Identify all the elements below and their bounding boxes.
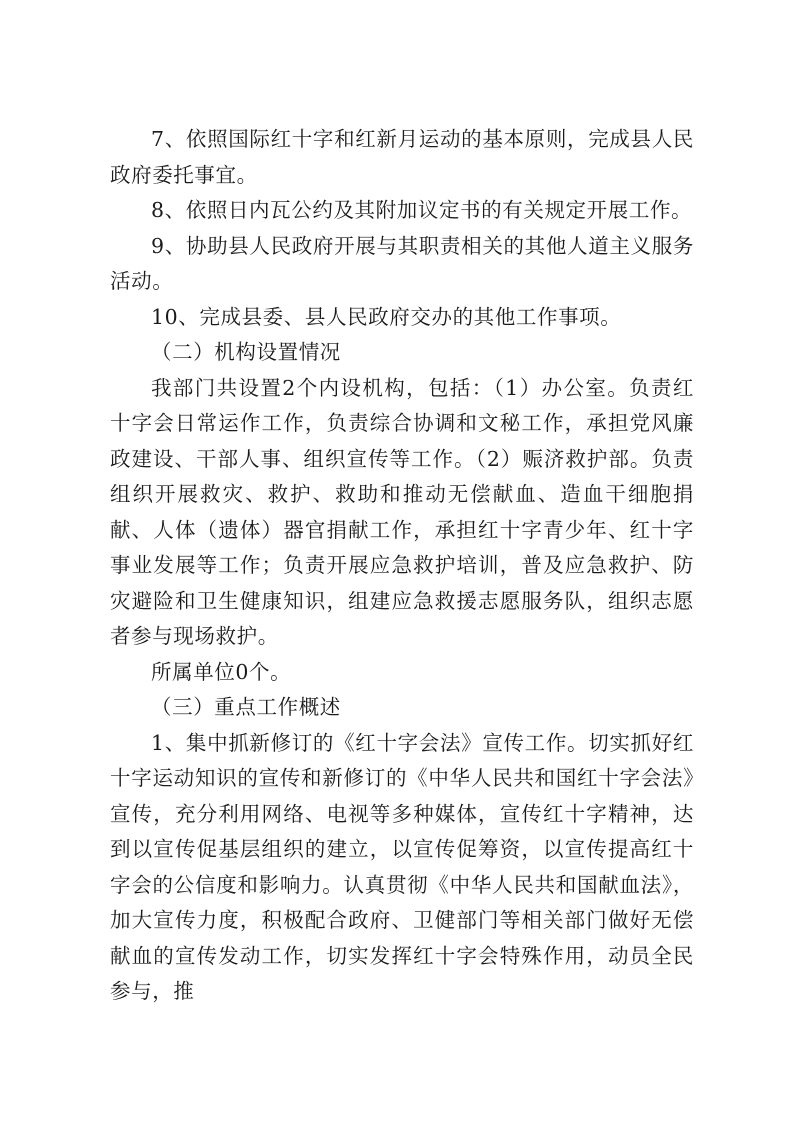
- paragraph-item-7: 7、依照国际红十字和红新月运动的基本原则，完成县人民政府委托事宜。: [110, 127, 694, 187]
- paragraph-internal-departments: 我部门共设置2个内设机构，包括：（1）办公室。负责红十字会日常运作工作，负责综合协调和文秘工作，承担党风廉政建设、干部人事、组织宣传等工作。（2）赈济救护部。负责组织开展救灾、救护、救助和推动无偿献血、造血干细胞捐献、人体（遗体）器官捐献工作，承担红十字青少年、红十字事业发展等工作；负责开展应急救护培训，普及应急救护、防灾避险和卫生健康知识，组建应急救援志愿服务队，组织志愿者参与现场救护。: [110, 375, 694, 648]
- section-heading-2: （二）机构设置情况: [151, 340, 341, 364]
- document-body: [110, 122, 694, 1010]
- paragraph-item-9: 9、协助县人民政府开展与其职责相关的其他人道主义服务活动。: [110, 233, 694, 293]
- paragraph-item-10: 10、完成县委、县人民政府交办的其他工作事项。: [151, 304, 622, 329]
- paragraph-item-8: 8、依照日内瓦公约及其附加议定书的有关规定开展工作。: [151, 198, 693, 222]
- section-heading-3: （三）重点工作概述: [151, 695, 341, 719]
- paragraph-affiliated-units: 所属单位0个。: [151, 659, 292, 684]
- paragraph-key-work-1: 1、集中抓新修订的《红十字会法》宣传工作。切实抓好红十字运动知识的宣传和新修订的《中华人民共和国红十字会法》宣传，充分利用网络、电视等多种媒体，宣传红十字精神，达到以宣传促基层组织的建立，以宣传促筹资，以宣传提高红十字会的公信度和影响力。认真贯彻《中华人民共和国献血法》，加大宣传力度，积极配合政府、卫健部门等相关部门做好无偿献血的宣传发动工作，切实发挥红十字会特殊作用，动员全民参与，推: [110, 730, 694, 1003]
